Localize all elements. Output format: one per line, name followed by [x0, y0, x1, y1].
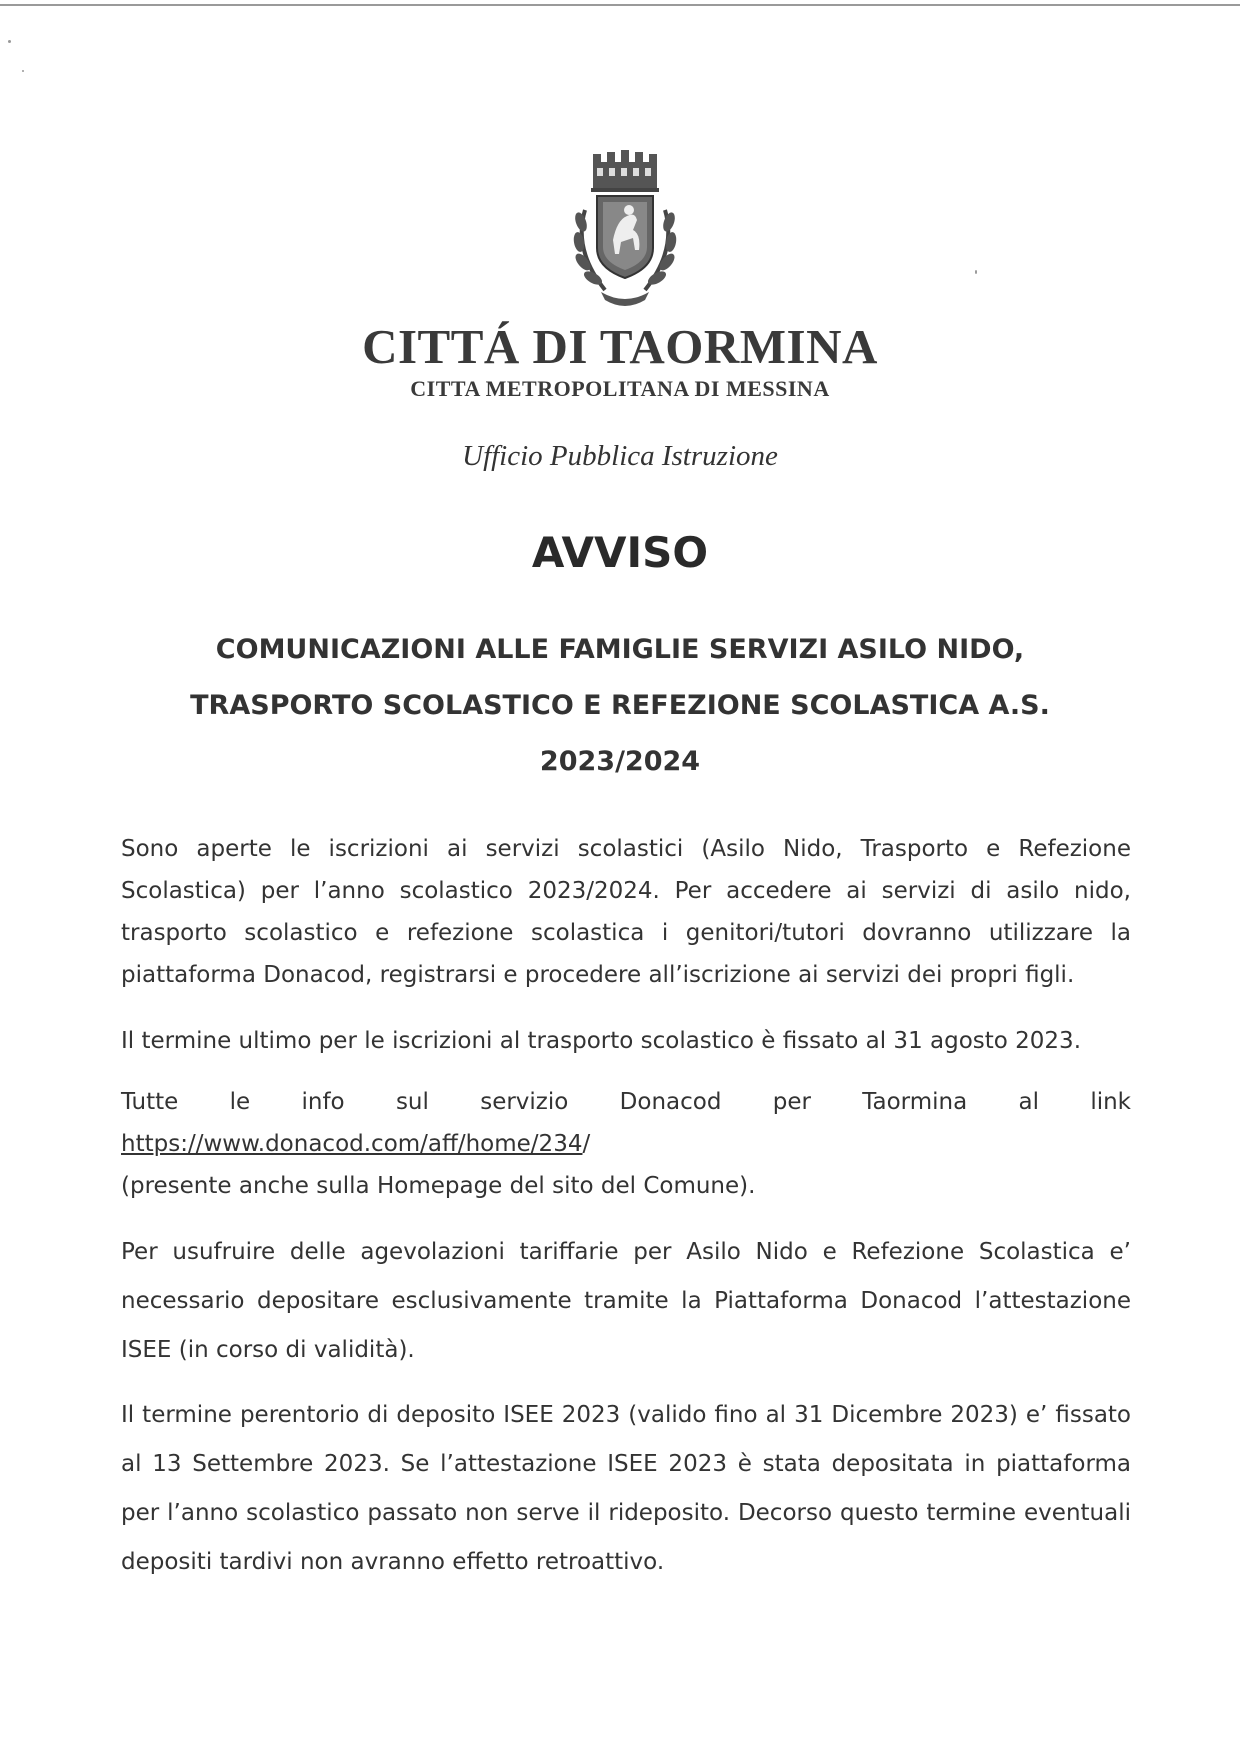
subject-line: COMUNICAZIONI ALLE FAMIGLIE SERVIZI ASILO NIDO, [215, 634, 1025, 665]
notice-subject [150, 622, 1090, 790]
paragraph-info [121, 1081, 1131, 1207]
subject-line: TRASPORTO SCOLASTICO E REFEZIONE SCOLASTICA A.S. [190, 690, 1050, 721]
scan-speck [975, 270, 977, 274]
subject-line: 2023/2024 [539, 746, 701, 777]
paragraph-isee-deadline: Il termine perentorio di deposito ISEE 2023 (valido fino al 31 Dicembre 2023) e’ fissato al 13 Settembre 2023. Se l’attestazione ISEE 2023 è stata depositata in piattaforma per l’anno scolastico passato non serve il rideposito. Decorso questo termine eventuali depositi tardivi non avranno effetto retroattivo. [121, 1402, 1131, 1575]
info-intro: Tutte le info sul servizio Donacod per Taormina al link [121, 1089, 1131, 1115]
notice-title: AVVISO [531, 528, 709, 577]
scan-speck [22, 70, 24, 72]
office-name: Ufficio Pubblica Istruzione [462, 440, 778, 472]
link-suffix: / [582, 1131, 591, 1157]
paragraph-isee: Per usufruire delle agevolazioni tariffarie per Asilo Nido e Refezione Scolastica e’ necessario depositare esclusivamente tramite la Piattaforma Donacod l’attestazione ISEE (in corso di validità). [121, 1239, 1131, 1363]
scan-speck [8, 40, 11, 43]
paragraph-deadline: Il termine ultimo per le iscrizioni al trasporto scolastico è fissato al 31 agosto 2023. [121, 1028, 1082, 1054]
info-link-line [121, 1123, 1131, 1165]
info-note: (presente anche sulla Homepage del sito del Comune). [121, 1173, 756, 1199]
coat-of-arms-icon [555, 150, 695, 315]
donacod-link[interactable]: https://www.donacod.com/aff/home/234 [121, 1131, 583, 1157]
city-title: CITTÁ DI TAORMINA [362, 319, 878, 374]
scan-edge-line [0, 4, 1240, 6]
paragraph-enrollment: Sono aperte le iscrizioni ai servizi scolastici (Asilo Nido, Trasporto e Refezione Scolastica) per l’anno scolastico 2023/2024. Per accedere ai servizi di asilo nido, trasporto scolastico e refezione scolastica i genitori/tutori dovranno utilizzare la piattaforma Donacod, registrarsi e procedere all’iscrizione ai servizi dei propri figli. [121, 836, 1131, 988]
city-subtitle: CITTA METROPOLITANA DI MESSINA [410, 376, 830, 401]
